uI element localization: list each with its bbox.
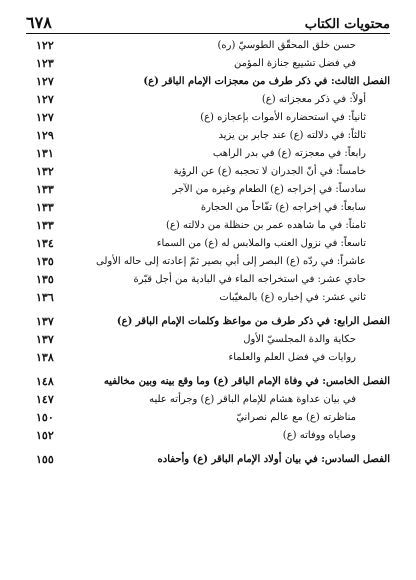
toc-page-number: ١٢٧ bbox=[36, 75, 54, 88]
toc-chapter-row bbox=[26, 313, 390, 331]
toc-page-number: ١٤٧ bbox=[36, 393, 54, 406]
toc-entry-row bbox=[26, 217, 390, 235]
toc-page-number: ١٥٥ bbox=[36, 453, 54, 466]
toc-page-number: ١٢٧ bbox=[36, 93, 54, 106]
toc-entry-row bbox=[26, 199, 390, 217]
toc-entry-row bbox=[26, 109, 390, 127]
toc-page-number: ١٣١ bbox=[36, 147, 54, 160]
toc-entry-title: حكاية والدة المجلسيّ الأول bbox=[243, 334, 356, 345]
toc-entry-row bbox=[26, 331, 390, 349]
toc-chapter-row bbox=[26, 73, 390, 91]
toc-entry-row bbox=[26, 235, 390, 253]
toc-page-number: ١٣٣ bbox=[36, 183, 54, 196]
toc-entry-row bbox=[26, 91, 390, 109]
toc-entry-title: ثالثاً: في دلالته (ع) عند جابر بن يزيد bbox=[218, 130, 366, 141]
toc-page-number: ١٣٣ bbox=[36, 201, 54, 214]
toc-entry-row bbox=[26, 409, 390, 427]
toc-page-number: ١٣٦ bbox=[36, 291, 54, 304]
toc-page-number: ١٢٣ bbox=[36, 57, 54, 70]
toc-page-number: ١٢٢ bbox=[36, 39, 54, 52]
toc-page-number: ١٢٩ bbox=[36, 129, 54, 142]
toc-page-number: ١٣٧ bbox=[36, 315, 54, 328]
toc-page-number: ١٥٠ bbox=[36, 411, 54, 424]
toc-entry-title: في فضل تشييع جنازة المؤمن bbox=[234, 58, 356, 69]
toc-chapter-title: الفصل السادس: في بيان أولاد الإمام الباقر (ع) وأحفاده bbox=[157, 454, 390, 465]
toc-entry-row bbox=[26, 163, 390, 181]
toc-entry-title: تاسعاً: في نزول العنب والملابس له (ع) من السماء bbox=[156, 238, 366, 249]
toc-chapter-row bbox=[26, 373, 390, 391]
toc-entry-title: روايات في فضل العلم والعلماء bbox=[228, 352, 356, 363]
toc-page-number: ١٥٢ bbox=[36, 429, 54, 442]
toc-entry-title: رابعاً: في معجزته (ع) في بدر الراهب bbox=[212, 148, 366, 159]
toc-page-number: ١٣٨ bbox=[36, 351, 54, 364]
toc-entry-title: حادي عشر: في استخراجه الماء في البادية من أجل قبّرة bbox=[133, 274, 366, 285]
toc-entry-title: ثاني عشر: في إخباره (ع) بالمغيّبات bbox=[219, 292, 366, 303]
toc-entry-title: خامساً: في أنّ الجدران لا تحجبه (ع) عن الرؤية bbox=[173, 166, 366, 177]
toc-entry-title: مناظرته (ع) مع عالم نصرانيّ bbox=[236, 412, 356, 423]
header-rule bbox=[26, 33, 390, 34]
toc-page-number: ١٤٨ bbox=[36, 375, 54, 388]
running-header bbox=[26, 10, 390, 32]
header-title: محتويات الكتاب bbox=[304, 17, 390, 32]
toc-entry-title: في بيان عداوة هشام للإمام الباقر (ع) وجرأته عليه bbox=[149, 394, 356, 405]
toc-entry-row bbox=[26, 289, 390, 307]
toc-entry-title: أولاً: في ذكر معجزاته (ع) bbox=[261, 94, 366, 105]
toc-page-number: ١٣٥ bbox=[36, 255, 54, 268]
toc-entry-row bbox=[26, 391, 390, 409]
toc-chapter-title: الفصل الرابع: في ذكر طرف من مواعظ وكلمات الإمام الباقر (ع) bbox=[116, 316, 390, 327]
toc-entry-row bbox=[26, 253, 390, 271]
page-number: ٦٧٨ bbox=[26, 13, 52, 32]
toc-entry-row bbox=[26, 349, 390, 367]
toc-entry-row bbox=[26, 181, 390, 199]
toc-entry-title: ثامناً: في ما شاهده عمر بن حنظلة من دلالته (ع) bbox=[166, 220, 366, 231]
table-of-contents bbox=[26, 37, 390, 469]
toc-page-number: ١٣٢ bbox=[36, 165, 54, 178]
toc-entry-title: ثانياً: في استحضاره الأموات بإعجازه (ع) bbox=[200, 112, 366, 123]
toc-chapter-row bbox=[26, 451, 390, 469]
toc-page-number: ١٣٣ bbox=[36, 219, 54, 232]
toc-chapter-title: الفصل الخامس: في وفاة الإمام الباقر (ع) وما وقع بينه وبين مخالفيه bbox=[103, 376, 390, 387]
toc-entry-row bbox=[26, 145, 390, 163]
toc-entry-title: سادساً: في إخراجه (ع) الطعام وغيره من الآجر bbox=[172, 184, 366, 195]
toc-chapter-title: الفصل الثالث: في ذكر طرف من معجزات الإمام الباقر (ع) bbox=[143, 76, 390, 87]
toc-entry-row bbox=[26, 271, 390, 289]
toc-entry-title: وصاياه ووفاته (ع) bbox=[282, 430, 356, 441]
toc-page-number: ١٣٥ bbox=[36, 273, 54, 286]
toc-entry-row bbox=[26, 127, 390, 145]
toc-page-number: ١٢٧ bbox=[36, 111, 54, 124]
toc-entry-row bbox=[26, 55, 390, 73]
toc-page-number: ١٣٤ bbox=[36, 237, 54, 250]
toc-entry-title: سابعاً: في إخراجه (ع) تفّاحاً من الحجارة bbox=[200, 202, 366, 213]
toc-page-number: ١٣٧ bbox=[36, 333, 54, 346]
toc-entry-title: حسن خلق المحقّق الطوسيّ (ره) bbox=[217, 40, 356, 51]
toc-entry-row bbox=[26, 427, 390, 445]
toc-entry-row bbox=[26, 37, 390, 55]
toc-entry-title: عاشراً: في ردّه (ع) البصر إلى أبي بصير ثمّ إعادته إلى حاله الأولى bbox=[95, 256, 366, 267]
